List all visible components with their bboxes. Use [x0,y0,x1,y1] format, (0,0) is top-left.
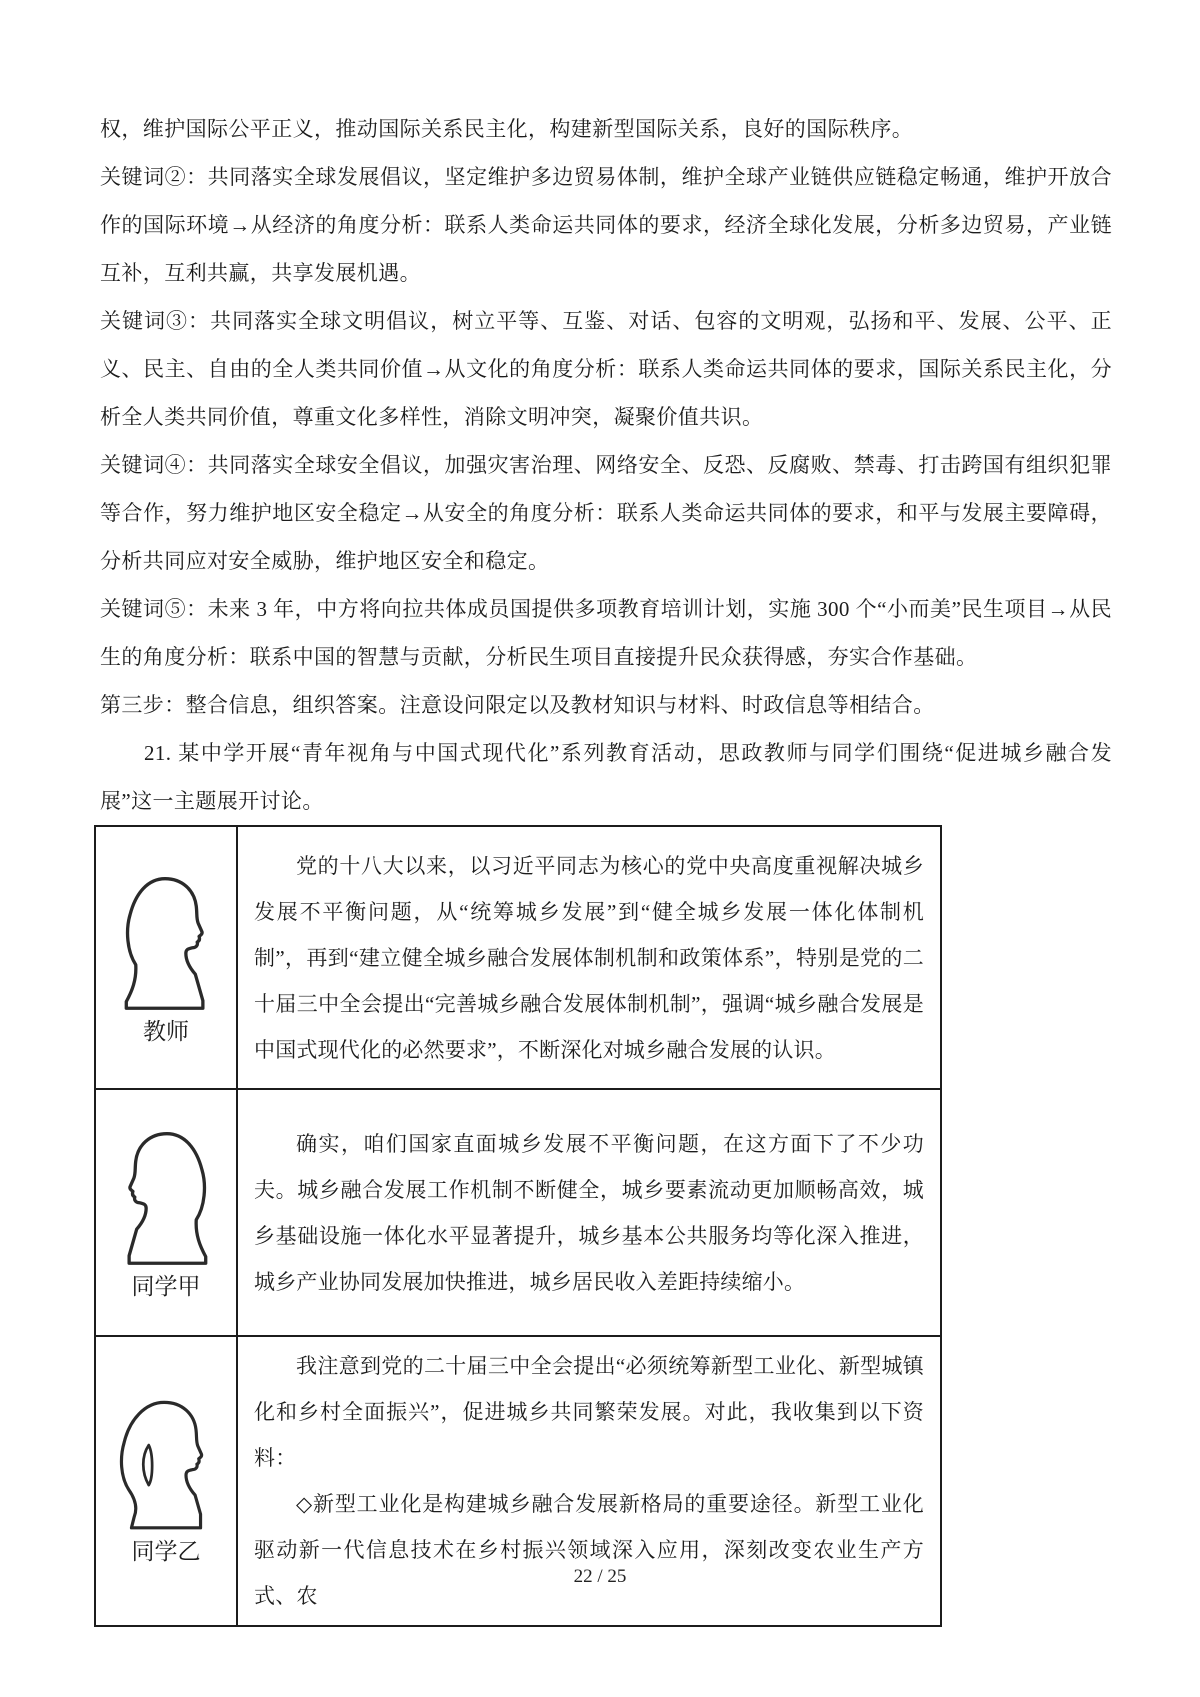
dialog-paragraph: 我注意到党的二十届三中全会提出“必须统筹新型工业化、新型城镇化和乡村全面振兴”，促进城乡共同繁荣发展。对此，我收集到以下资料： [254,1354,924,1470]
speaker-label: 同学甲 [131,1273,201,1299]
dialog-paragraph: ◇新型工业化是构建城乡融合发展新格局的重要途径。新型工业化驱动新一代信息技术在乡村振兴领域深入应用，深刻改变农业生产方式、农 [254,1492,924,1608]
body-paragraph-step-3: 第三步：整合信息，组织答案。注意设问限定以及教材知识与材料、时政信息等相结合。 [100,693,935,717]
table-row-teacher [95,826,941,1089]
avatar [96,1125,236,1301]
dialog-paragraph: 确实，咱们国家直面城乡发展不平衡问题，在这方面下了不少功夫。城乡融合发展工作机制不断健全，城乡要素流动更加顺畅高效，城乡基础设施一体化水平显著提升，城乡基本公共服务均等化深入推进，城乡产业协同发展加快推进，城乡居民收入差距持续缩小。 [254,1131,924,1294]
student-a-silhouette-icon [114,1125,218,1271]
avatar [96,870,236,1046]
dialog-text-cell [237,1089,941,1336]
body-paragraph-keyword-5: 关键词⑤：未来 3 年，中方将向拉共体成员国提供多项教育培训计划，实施 300 个“小而美”民生项目→从民生的角度分析：联系中国的智慧与贡献，分析民生项目直接提升民众获得感，夯实合作基础。 [100,597,1112,669]
discussion-table [94,825,942,1627]
question-21-intro: 21. 某中学开展“青年视角与中国式现代化”系列教育活动，思政教师与同学们围绕“促进城乡融合发展”这一主题展开讨论。 [100,741,1112,813]
avatar [96,1396,236,1566]
speaker-label: 教师 [143,1018,189,1044]
page-number: 22 / 25 [573,1566,627,1587]
avatar-cell [95,1089,237,1336]
body-paragraph-keyword-2: 关键词②：共同落实全球发展倡议，坚定维护多边贸易体制，维护全球产业链供应链稳定畅通，维护开放合作的国际环境→从经济的角度分析：联系人类命运共同体的要求，经济全球化发展，分析多边贸易，产业链互补，互利共赢，共享发展机遇。 [100,165,1112,285]
student-b-silhouette-icon [116,1396,216,1536]
page-content [100,105,1112,1627]
teacher-silhouette-icon [114,870,218,1016]
body-paragraph-keyword-4: 关键词④：共同落实全球安全倡议，加强灾害治理、网络安全、反恐、反腐败、禁毒、打击跨国有组织犯罪等合作，努力维护地区安全稳定→从安全的角度分析：联系人类命运共同体的要求，和平与发展主要障碍，分析共同应对安全威胁，维护地区安全和稳定。 [100,453,1112,573]
dialog-paragraph: 党的十八大以来，以习近平同志为核心的党中央高度重视解决城乡发展不平衡问题，从“统筹城乡发展”到“健全城乡发展一体化体制机制”，再到“建立健全城乡融合发展体制机制和政策体系”，特别是党的二十届三中全会提出“完善城乡融合发展体制机制”，强调“城乡融合发展是中国式现代化的必然要求”，不断深化对城乡融合发展的认识。 [254,853,924,1062]
speaker-label: 同学乙 [131,1539,201,1564]
table-row-student-a [95,1089,941,1336]
body-paragraph: 权，维护国际公平正义，推动国际关系民主化，构建新型国际关系，良好的国际秩序。 [100,117,914,141]
avatar-cell [95,826,237,1089]
dialog-text-cell [237,826,941,1089]
body-paragraph-keyword-3: 关键词③：共同落实全球文明倡议，树立平等、互鉴、对话、包容的文明观，弘扬和平、发展、公平、正义、民主、自由的全人类共同价值→从文化的角度分析：联系人类命运共同体的要求，国际关系民主化，分析全人类共同价值，尊重文化多样性，消除文明冲突，凝聚价值共识。 [100,309,1112,429]
